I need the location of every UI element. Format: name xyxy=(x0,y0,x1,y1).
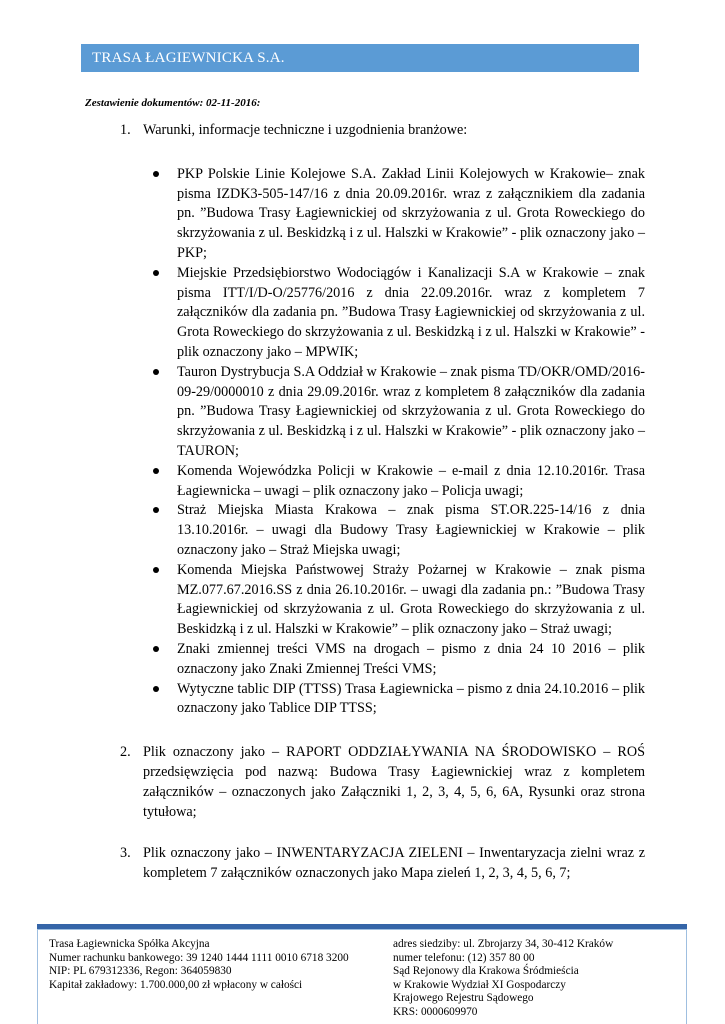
section-2 xyxy=(85,743,645,822)
section-paragraph: Plik oznaczony jako – INWENTARYZACJA ZIELENI – Inwentaryzacja zielni wraz z kompletem 7 załączników oznaczonych jako Mapa zieleń 1, 2, 3, 4, 5, 6, 7; xyxy=(143,845,645,882)
phone-number: numer telefonu: (12) 357 80 00 xyxy=(393,951,535,964)
list-item xyxy=(177,680,645,720)
bullet-icon xyxy=(153,270,159,276)
bank-account: Numer rachunku bankowego: 39 1240 1444 1111 0010 6718 3200 xyxy=(49,951,349,964)
footer-company-info xyxy=(49,938,349,992)
section-heading: Warunki, informacje techniczne i uzgodnienia branżowe: xyxy=(143,122,468,138)
list-item xyxy=(177,561,645,640)
bullet-list xyxy=(143,165,645,719)
section-1 xyxy=(85,121,645,719)
bullet-icon xyxy=(153,507,159,513)
list-item xyxy=(177,363,645,462)
bullet-icon xyxy=(153,468,159,474)
company-name: Trasa Łagiewnicka Spółka Akcyjna xyxy=(49,938,210,950)
tax-ids: NIP: PL 679312336, Regon: 364059830 xyxy=(49,965,232,978)
krs-number: KRS: 0000609970 xyxy=(393,1005,478,1018)
list-item-text: Miejskie Przedsiębiorstwo Wodociągów i Kanalizacji S.A w Krakowie – znak pisma ITT/I/D-O/25776/2016 z dnia 22.09.2016r. wraz z kompletem 7 załączników dla zadania pn. ”Budowa Trasy Łagiewnickiej od skrzyżowania z ul. Grota Roweckiego do skrzyżowania z ul. Beskidzką i z ul. Halszki w Krakowie” - plik oznaczony jako – MPWIK; xyxy=(177,264,645,360)
bullet-icon xyxy=(153,646,159,652)
bullet-icon xyxy=(153,171,159,177)
section-number: 3. xyxy=(120,845,131,862)
list-item-text: Tauron Dystrybucja S.A Oddział w Krakowie – znak pisma TD/OKR/OMD/2016-09-29/0000010 z dnia 29.09.2016r. wraz z kompletem 8 załączników dla zadania pn. ”Budowa Trasy Łagiewnickiej od skrzyżowania z ul. Grota Roweckiego do skrzyżowania z ul. Beskidzką i z ul. Halszki w Krakowie” - plik oznaczony jako – TAURON; xyxy=(177,363,645,459)
header-bar xyxy=(81,44,639,72)
list-item xyxy=(177,640,645,680)
list-item-text: Komenda Miejska Państwowej Straży Pożarnej w Krakowie – znak pisma MZ.077.67.2016.SS z dnia 26.10.2016r. – uwagi dla zadania pn.: ”Budowa Trasy Łagiewnickiej od skrzyżowania z ul. Grota Roweckiego do skrzyżowania z ul. Beskidzką i z ul. Halszki w Krakowie” – plik oznaczony jako – Straż uwagi; xyxy=(177,561,645,638)
document-body xyxy=(85,121,645,884)
list-item xyxy=(177,264,645,363)
company-title: TRASA ŁAGIEWNICKA S.A. xyxy=(92,50,285,66)
bullet-icon xyxy=(153,686,159,692)
list-item xyxy=(177,462,645,502)
court-division: w Krakowie Wydział XI Gospodarczy xyxy=(393,978,566,991)
section-paragraph: Plik oznaczony jako – RAPORT ODDZIAŁYWANIA NA ŚRODOWISKO – ROŚ przedsięwzięcia pod nazwą: Budowa Trasy Łagiewnickiej wraz z kompletem załączników – oznaczonych jako Załączniki 1, 2, 3, 4, 5, 6, 6A, Rysunki oraz strona tytułowa; xyxy=(143,744,645,820)
section-3 xyxy=(85,844,645,884)
list-item-text: Straż Miejska Miasta Krakowa – znak pisma ST.OR.225-14/16 z dnia 13.10.2016r. – uwagi dla Budowy Trasy Łagiewnickiej w Krakowie – plik oznaczony jako – Straż Miejska uwagi; xyxy=(177,502,645,558)
list-item-text: Znaki zmiennej treści VMS na drogach – pismo z dnia 24 10 2016 – plik oznaczony jako Znaki Zmiennej Treści VMS; xyxy=(177,640,645,677)
bullet-icon xyxy=(153,567,159,573)
share-capital: Kapitał zakładowy: 1.700.000,00 zł wpłacony w całości xyxy=(49,978,303,991)
list-item-text: Wytyczne tablic DIP (TTSS) Trasa Łagiewnicka – pismo z dnia 24.10.2016 – plik oznaczony jako Tablice DIP TTSS; xyxy=(177,680,645,717)
address: adres siedziby: ul. Zbrojarzy 34, 30-412 Kraków xyxy=(393,938,614,950)
section-number: 2. xyxy=(120,744,131,761)
court-name: Sąd Rejonowy dla Krakowa Śródmieścia xyxy=(393,965,579,978)
list-item-text: Komenda Wojewódzka Policji w Krakowie – e-mail z dnia 12.10.2016r. Trasa Łagiewnicka – uwagi – plik oznaczony jako – Policja uwagi; xyxy=(177,462,645,499)
document-list-title: Zestawienie dokumentów: 02-11-2016: xyxy=(85,97,261,109)
section-number: 1. xyxy=(120,122,131,138)
list-item-text: PKP Polskie Linie Kolejowe S.A. Zakład Linii Kolejowych w Krakowie– znak pisma IZDK3-505-147/16 z dnia 20.09.2016r. wraz z załącznikiem dla zadania pn. ”Budowa Trasy Łagiewnickiej od skrzyżowania z ul. Grota Roweckiego do skrzyżowania z ul. Beskidzką i z ul. Halszki w Krakowie” - plik oznaczony jako – PKP; xyxy=(177,165,645,261)
list-item xyxy=(177,501,645,560)
court-register: Krajowego Rejestru Sądowego xyxy=(393,992,534,1005)
footer-address-info xyxy=(393,938,613,1020)
list-item xyxy=(177,165,645,264)
bullet-icon xyxy=(153,369,159,375)
